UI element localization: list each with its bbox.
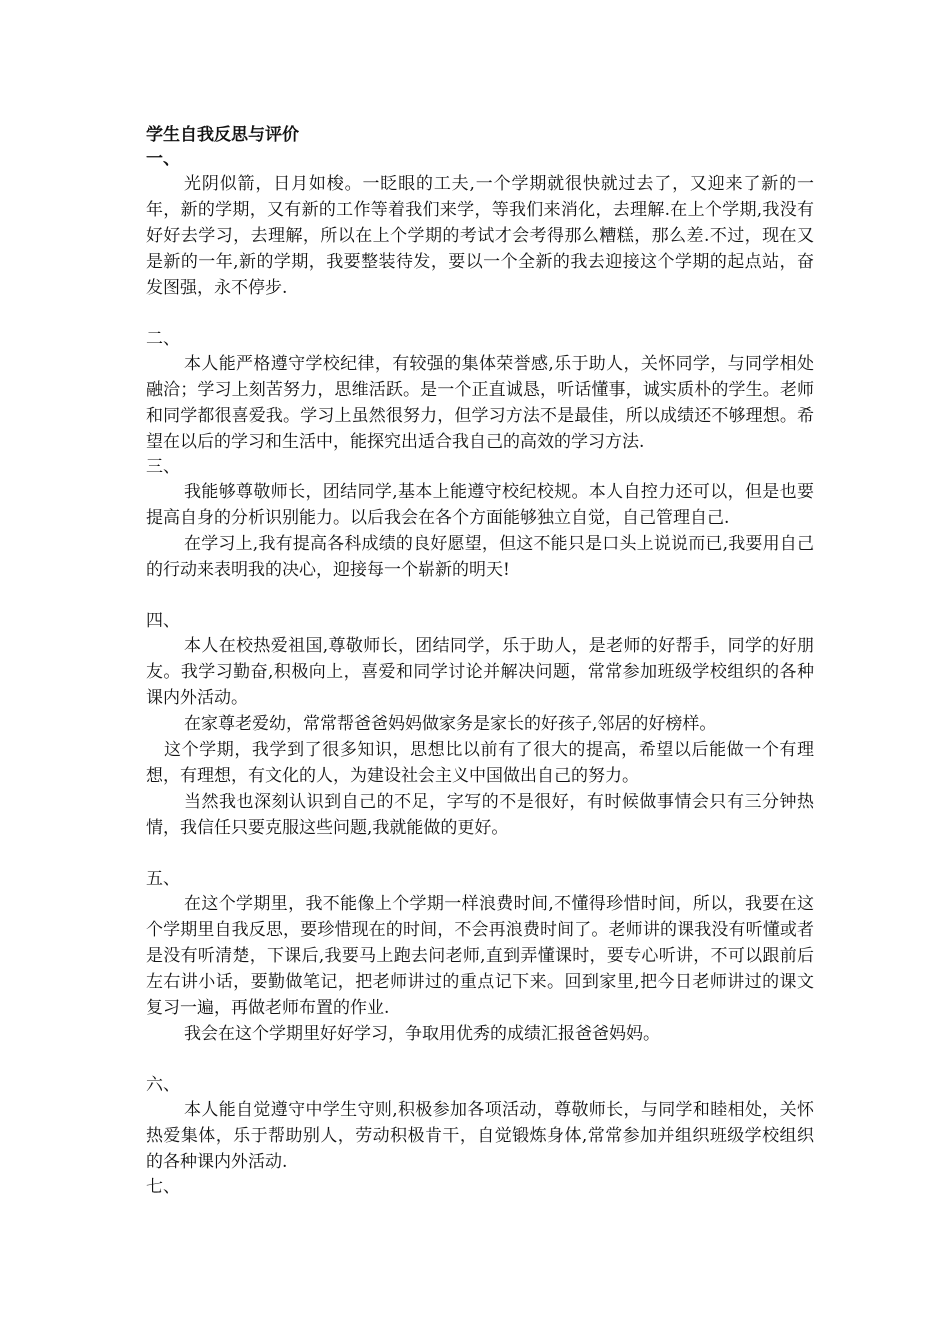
section-5-paragraph-2: 我会在这个学期里好好学习，争取用优秀的成绩汇报爸爸妈妈。 [184,1024,660,1044]
section-4-paragraph-2: 在家尊老爱幼，常常帮爸爸妈妈做家务是家长的好孩子,邻居的好榜样。 [184,714,717,734]
section-4-paragraph-4: 当然我也深刻认识到自己的不足，字写的不是很好，有时候做事情会只有三分钟热情，我信任只要克服这些问题,我就能做的更好。 [146,792,814,838]
section-6-paragraph-1: 本人能自觉遵守中学生守则,积极参加各项活动，尊敬师长，与同学和睦相处，关怀热爱集体，乐于帮助别人，劳动积极肯干，自觉锻炼身体,常常参加并组织班级学校组织的各种课内外活动. [146,1100,814,1172]
document-body [146,123,814,1199]
section-6-heading: 六、 [146,1075,180,1095]
section-1-paragraph-1: 光阴似箭，日月如梭。一眨眼的工夫,一个学期就很快就过去了，又迎来了新的一年，新的学期，又有新的工作等着我们来学，等我们来消化，去理解.在上个学期,我没有好好去学习，去理解，所以在上个学期的考试才会考得那么糟糕，那么差.不过，现在又是新的一年,新的学期，我要整装待发，要以一个全新的我去迎接这个学期的起点站，奋发图强，永不停步. [146,174,814,298]
section-5-paragraph-1: 在这个学期里，我不能像上个学期一样浪费时间,不懂得珍惜时间，所以，我要在这个学期里自我反思，要珍惜现在的时间，不会再浪费时间了。老师讲的课我没有听懂或者是没有听清楚，下课后,我要马上跑去问老师,直到弄懂课时，要专心听讲，不可以跟前后左右讲小话，要勤做笔记，把老师讲过的重点记下来。回到家里,把今日老师讲过的课文复习一遍，再做老师布置的作业. [146,894,814,1018]
blank-line [146,583,814,609]
section-4-heading: 四、 [146,611,180,631]
section-3-paragraph-2: 在学习上,我有提高各科成绩的良好愿望，但这不能只是口头上说说而已,我要用自己的行动来表明我的决心，迎接每一个崭新的明天! [146,534,814,580]
section-2-heading: 二、 [146,329,180,349]
section-3-paragraph-1: 我能够尊敬师长，团结同学,基本上能遵守校纪校规。本人自控力还可以，但是也要提高自身的分析识别能力。以后我会在各个方面能够独立自觉，自己管理自己. [146,482,814,528]
section-4-paragraph-1: 本人在校热爱祖国,尊敬师长，团结同学，乐于助人，是老师的好帮手，同学的好朋友。我学习勤奋,积极向上，喜爱和同学讨论并解决问题，常常参加班级学校组织的各种课内外活动。 [146,636,814,708]
blank-line [146,1047,814,1073]
blank-line [146,301,814,327]
section-5-heading: 五、 [146,869,180,889]
section-1-heading: 一、 [146,149,180,169]
section-4-paragraph-3: 这个学期，我学到了很多知识，思想比以前有了很大的提高，希望以后能做一个有理想，有理想，有文化的人，为建设社会主义中国做出自己的努力。 [146,740,814,786]
section-2-paragraph-1: 本人能严格遵守学校纪律，有较强的集体荣誉感,乐于助人，关怀同学，与同学相处融洽；学习上刻苦努力，思维活跃。是一个正直诚恳，听话懂事，诚实质朴的学生。老师和同学都很喜爱我。学习上虽然很努力，但学习方法不是最佳，所以成绩还不够理想。希望在以后的学习和生活中，能探究出适合我自己的高效的学习方法. [146,354,814,452]
section-3-heading: 三、 [146,457,180,477]
section-7-heading: 七、 [146,1177,180,1197]
blank-line [146,841,814,867]
document-title: 学生自我反思与评价 [146,125,299,145]
